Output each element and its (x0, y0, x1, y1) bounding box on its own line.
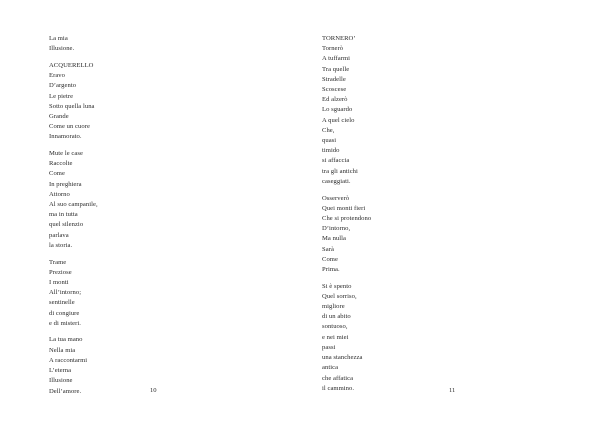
verse-line: All’intorno; (49, 289, 82, 297)
verse-line: Come (322, 255, 338, 263)
verse-line: caseggiati. (322, 177, 351, 185)
stanza (322, 34, 371, 187)
verse-line: tra gli antichi (322, 167, 358, 175)
verse-line: Dell’amore. (49, 387, 82, 395)
verse-line: Nella mia (49, 346, 76, 354)
verse-line: Si è spento (322, 282, 352, 290)
left-page-number: 10 (150, 387, 157, 394)
verse-line: Raccolte (49, 160, 73, 168)
verse-line: il cammino. (322, 384, 355, 392)
verse-line: Prima. (322, 265, 340, 273)
verse-line: Che, (322, 126, 335, 134)
verse-line: Quei monti fieri (322, 204, 366, 212)
verse-line: TORNERO’ (322, 35, 356, 42)
verse-line: Trame (49, 258, 67, 266)
verse-line: timido (322, 147, 340, 155)
verse-line: si affaccia (322, 157, 350, 165)
right-page-number: 11 (449, 387, 456, 394)
verse-line: A raccontarmi (49, 356, 88, 364)
verse-line: ma in tutta (49, 211, 78, 219)
verse-line: Le pietre (49, 92, 74, 100)
verse-line: quel silenzio (49, 221, 84, 229)
verse-line: quasi (322, 137, 337, 145)
verse-line: A tuffarmi (322, 55, 351, 63)
verse-line: Mute le case (49, 150, 83, 158)
right-poem-column (322, 34, 371, 400)
verse-line: sontuoso, (322, 323, 348, 331)
verse-line: passi (322, 343, 336, 351)
verse-line: che affatica (322, 374, 354, 382)
verse-line: Osserverò (322, 194, 350, 202)
verse-line: Innamorato. (49, 133, 82, 141)
verse-line: L’eterna (49, 367, 72, 375)
verse-line: Che si protendono (322, 214, 372, 222)
stanza (322, 282, 371, 394)
verse-line: Illusione (49, 377, 73, 385)
verse-line: La tua mano (49, 336, 83, 344)
verse-line: Quel sorriso, (322, 292, 357, 300)
verse-line: antica (322, 364, 339, 372)
stanza (49, 34, 98, 54)
verse-line: e nei miei (322, 333, 349, 341)
verse-line: Stradelle (322, 75, 346, 83)
verse-line: Eravo (49, 72, 65, 80)
stanza (49, 149, 98, 251)
verse-line: migliore (322, 303, 345, 311)
verse-line: Come un cuore (49, 123, 90, 131)
verse-line: Tra quelle (322, 65, 350, 73)
verse-line: D’argento (49, 82, 77, 90)
verse-line: D’intorno, (322, 225, 351, 233)
verse-line: Scoscese (322, 86, 347, 94)
stanza (49, 61, 98, 143)
verse-line: di congiure (49, 309, 80, 317)
verse-line: Lo sguardo (322, 106, 353, 114)
stanza (322, 194, 371, 276)
verse-line: Sotto quella luna (49, 102, 95, 110)
verse-line: Illusione. (49, 45, 75, 53)
stanza (49, 258, 98, 329)
verse-line: Al suo campanile, (49, 201, 98, 209)
verse-line: di un abito (322, 313, 351, 321)
verse-line: A quel cielo (322, 116, 355, 124)
verse-line: sentinelle (49, 299, 75, 307)
verse-line: I monti (49, 278, 69, 286)
verse-line: Come (49, 170, 65, 178)
left-poem-column (49, 34, 98, 403)
verse-line: ACQUERELLO (49, 61, 94, 69)
verse-line: la storia. (49, 241, 73, 249)
verse-line: e di misteri. (49, 319, 81, 327)
verse-line: parlava (49, 231, 69, 239)
verse-line: una stanchezza (322, 354, 363, 362)
stanza (49, 335, 98, 396)
verse-line: Sarà (322, 245, 334, 253)
verse-line: Grande (49, 112, 69, 120)
verse-line: Ma nulla (322, 235, 347, 243)
verse-line: Tornerò (322, 45, 344, 53)
right-page (300, 0, 600, 424)
verse-line: In preghiera (49, 180, 82, 188)
verse-line: Attorno (49, 190, 70, 198)
verse-line: Ed alzerò (322, 96, 348, 104)
verse-line: Preziose (49, 268, 72, 276)
verse-line: La mia (49, 35, 68, 42)
